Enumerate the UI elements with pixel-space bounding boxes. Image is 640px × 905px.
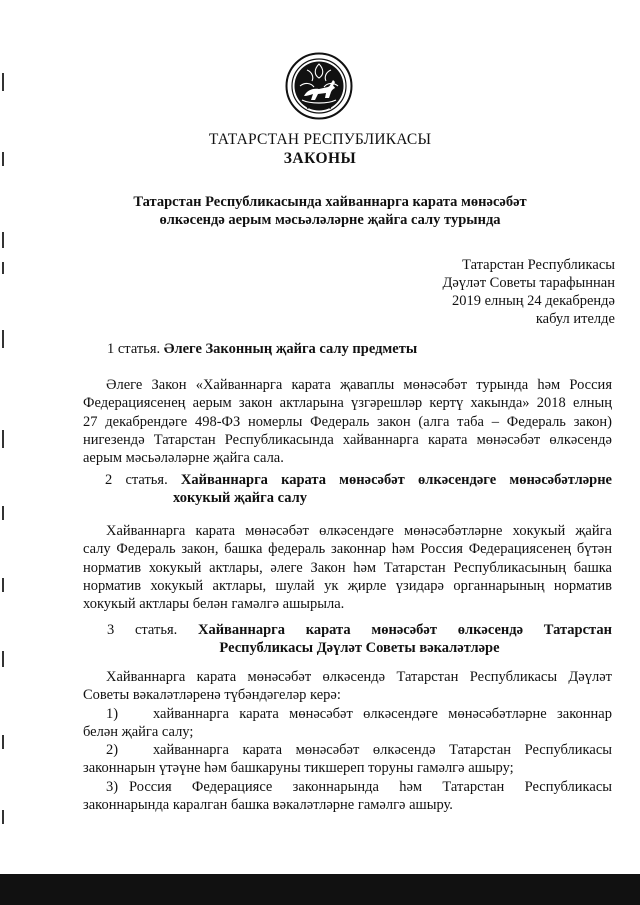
paragraph-line: салу Федераль закон, башка федераль законнар һәм Россия Федерациясенең бүтән xyxy=(83,541,612,558)
paragraph-line: Хайваннарга карата мөнәсәбәт өлкәсендә Татарстан Республикасы Дәүләт xyxy=(106,669,612,685)
article-3-title-word: карата xyxy=(305,622,351,638)
list-item xyxy=(83,741,612,759)
document-title-line: өлкәсендә аерым мәсьәләләрне җайга салу турында xyxy=(159,212,501,228)
article-1-heading xyxy=(107,340,417,358)
list-item-text: хайваннарга карата мөнәсәбәт өлкәсендәге мөнәсәбәтләрне законнар xyxy=(153,705,612,722)
article-3-number: 3 xyxy=(107,622,115,638)
scan-margin-mark xyxy=(2,506,4,520)
article-1-body xyxy=(83,376,612,467)
paragraph-line: Федерациясенең аерым закон актларына үзгәрешләр кертү хакында» 2018 елның xyxy=(83,395,612,412)
article-2-title-word: мөнәсәбәтләрне xyxy=(509,472,612,488)
article-3-title-word: Татарстан xyxy=(543,622,612,638)
article-3-heading xyxy=(107,621,612,657)
article-2-title-continuation: хокукый җайга салу xyxy=(173,490,307,506)
list-item-number: 3) xyxy=(106,778,119,795)
law-heading: ЗАКОНЫ xyxy=(283,150,357,167)
adoption-line: 2019 елның 24 декабрендә xyxy=(451,293,615,309)
scan-bottom-edge xyxy=(0,874,640,905)
scan-margin-mark xyxy=(2,232,4,248)
article-1-title: Әлеге Законның җайга салу предметы xyxy=(163,341,418,357)
scan-margin-mark xyxy=(2,735,4,749)
coat-of-arms-emblem-icon xyxy=(285,52,353,120)
paragraph-line: Советы вәкаләтләренә түбәндәгеләр керә: xyxy=(83,687,341,704)
paragraph-line: норматив хокукый актлары, әлеге Закон һәм Татарстан Республикасының башка xyxy=(83,559,612,576)
paragraph-line: хокукый актлары белән гамәлгә ашырыла. xyxy=(83,596,345,613)
scan-margin-mark xyxy=(2,73,4,91)
scan-margin-mark xyxy=(2,651,4,667)
article-3-label: статья. xyxy=(134,622,178,638)
article-2-number: 2 xyxy=(105,472,113,488)
article-2-label: статья. xyxy=(125,472,168,488)
article-3-title-continuation: Республикасы Дәүләт Советы вәкаләтләре xyxy=(219,640,500,656)
scan-margin-mark xyxy=(2,430,4,448)
document-title-line: Татарстан Республикасында хайваннарга карата мөнәсәбәт xyxy=(133,194,527,210)
republic-name: ТАТАРСТАН РЕСПУБЛИКАСЫ xyxy=(208,131,432,148)
article-2-title-word: мөнәсәбәт xyxy=(339,472,405,488)
list-item-text: Россия Федерациясе законнарында һәм Татарстан Республикасы xyxy=(129,778,612,795)
article-1-label: 1 статья. xyxy=(107,341,161,357)
adoption-line: кабул ителде xyxy=(535,311,615,327)
article-3-title-word: өлкәсендә xyxy=(457,622,524,638)
paragraph-line: Хайваннарга карата мөнәсәбәт өлкәсендәге мөнәсәбәтләрне хокукый җайга xyxy=(106,523,612,539)
paragraph-line: норматив хокукый актлары, шулай ук җирле үзидарә органнарының норматив xyxy=(83,577,612,594)
adoption-note xyxy=(442,256,615,328)
article-2-title-word: өлкәсендәге xyxy=(417,472,497,488)
adoption-line: Татарстан Республикасы xyxy=(462,257,615,273)
article-3-title-word: мөнәсәбәт xyxy=(371,622,437,638)
document-title xyxy=(100,193,560,229)
article-3-title-word: Хайваннарга xyxy=(197,622,285,638)
scan-margin-mark xyxy=(2,578,4,592)
adoption-line: Дәүләт Советы тарафыннан xyxy=(442,275,615,291)
paragraph-line: 27 декабрендәге 498-ФЗ номерлы Федераль закон (алга таба – Федераль закон) xyxy=(83,413,612,430)
article-2-body xyxy=(83,522,612,613)
article-2-title-word: Хайваннарга xyxy=(180,472,268,488)
paragraph-line: Әлеге Закон «Хайваннарга карата җаваплы мөнәсәбәт турында һәм Россия xyxy=(106,377,612,393)
paragraph-line: аерым мәсьәләләрне җайга сала. xyxy=(83,450,284,467)
article-3-body xyxy=(83,668,612,814)
scan-margin-mark xyxy=(2,810,4,824)
scan-margin-mark xyxy=(2,330,4,348)
list-item-number: 1) xyxy=(106,705,119,722)
scan-margin-mark xyxy=(2,262,4,274)
list-item-continuation: законнарында каралган башка вәкаләтләрне гамәлгә ашыру. xyxy=(83,797,453,814)
list-item-continuation: законнарын үтәүне һәм башкаруны тикшереп торуны гамәлгә ашыру; xyxy=(83,760,514,777)
list-item-text: хайваннарга карата мөнәсәбәт өлкәсендә Татарстан Республикасы xyxy=(153,742,612,759)
paragraph-line: нигезендә Татарстан Республикасында хайваннарга карата мөнәсәбәт өлкәсендә xyxy=(83,431,612,448)
list-item-continuation: белән җайга салу; xyxy=(83,723,194,740)
list-item xyxy=(83,778,612,796)
article-2-heading xyxy=(105,471,612,507)
list-item-number: 2) xyxy=(106,742,119,759)
list-item xyxy=(83,705,612,723)
article-2-title-word: карата xyxy=(281,472,326,488)
